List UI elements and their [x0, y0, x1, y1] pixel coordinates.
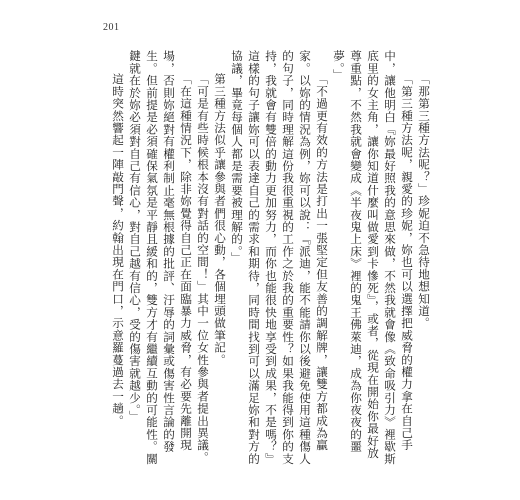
paragraph-2: 「第三種方法呢，親愛的珍妮，妳也可以選擇把威脅的權力拿在自己手中，讓他明白『妳最好照我的意思來做，不然我就會像《致命吸引力》裡歇斯底里的女主角，讓你知道什麼叫做愛到卡慘死』，或者，從現在開始你最好放尊重點，不然我就會變成《半夜鬼上床》裡的鬼王佛萊迪，成為你夜夜的噩夢。」: [332, 50, 414, 465]
paragraph-7: 這時突然響起一陣敲門聲，約翰出現在門口，示意羅蔓過去一趟。: [111, 73, 125, 427]
page-number: 201: [103, 22, 120, 33]
vertical-text-block: [109, 50, 432, 470]
paragraph-1: 「那第三種方法呢？」珍妮迫不急待地想知道。: [417, 73, 431, 330]
paragraph-4: 第三種方法似乎讓參與者們很心動，各個埋頭做筆記。: [213, 73, 227, 366]
paragraph-5: 「可是有些時候根本沒有對話的空間！」其中一位女性參與者提出異議。: [196, 73, 210, 464]
paragraph-6: 「在這種情況下，除非妳覺得自己正在面臨暴力威脅，有必要先離開現場，否則妳絕對有權利制止毫無根據的批評、汙辱的詞彙或傷害性言論的發生。但前提是必須確保氣氛是平靜且緩和的，雙方才有繼續互動的可能性。關鍵就在於妳必須對自己有信心，對自己越有信心，受的傷害就越少。」: [128, 50, 193, 465]
paragraph-3: 「不過更有效的方法是打出一張堅定但友善的調解牌，讓雙方都成為贏家。以妳的情況為例，妳可以說：『派迪，能不能請你以後避免使用這種傷人的句子，同時理解這份我很重視的工作之於我的重要性？如果我能得到你的支持，我就會有雙倍的動力更加努力，而你也能很快地享受到成果，不是嗎？』這樣的句子讓妳可以表達自己的需求和期待，同時間找到可以滿足妳和對方的協議，畢竟每個人都是需要被理解的。」: [230, 50, 329, 465]
